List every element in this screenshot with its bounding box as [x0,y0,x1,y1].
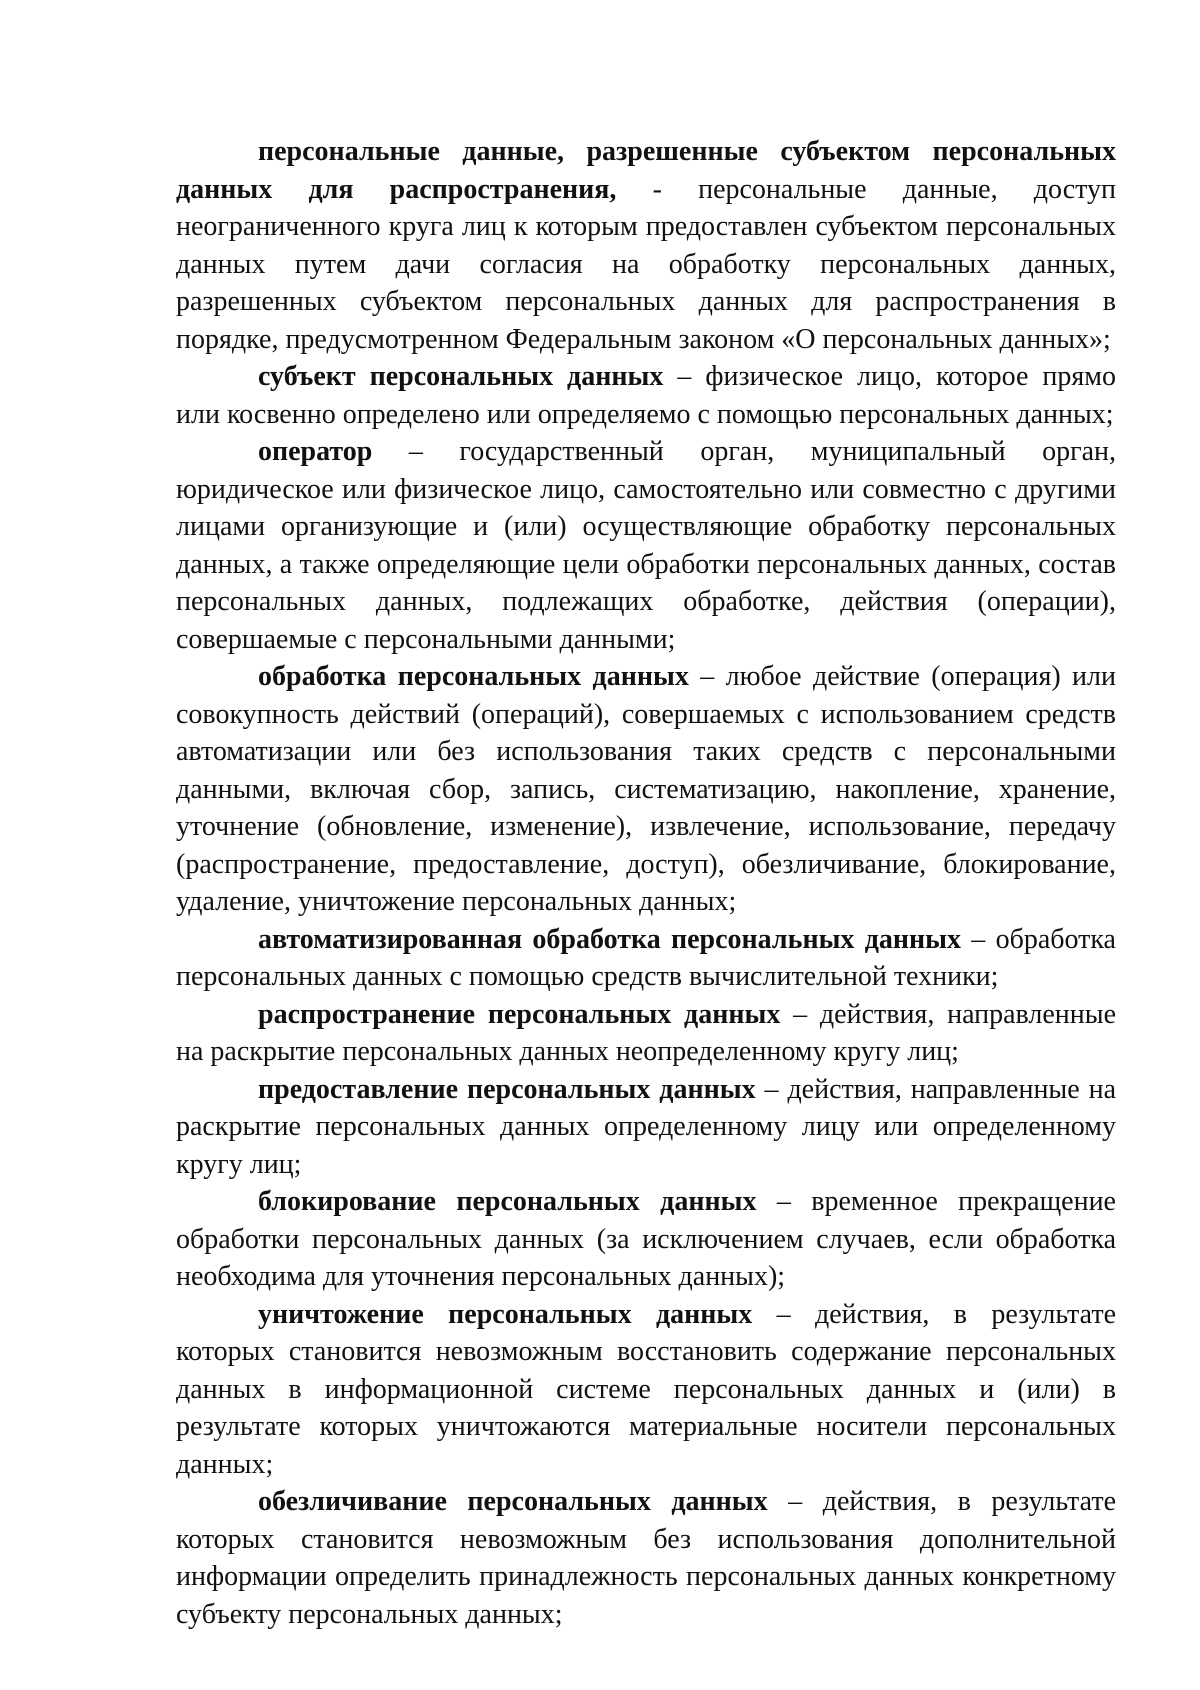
definition-paragraph-data-subject [176,358,1116,433]
term-label: предоставление персональных данных [258,1073,756,1105]
definition-text: – действия, в результате которых становится невозможным восстановить содержание персональных данных в информационной системе персональных данных и (или) в результате которых уничтожаются материальные носители персональных данных; [176,1298,1116,1480]
term-label: обезличивание персональных данных [258,1486,768,1517]
term-label: уничтожение персональных данных [258,1298,753,1330]
definition-text: - персональные данные, доступ неограниченного круга лиц к которым предоставлен субъектом персональных данных путем дачи согласия на обработку персональных данных, разрешенных субъектом персональных данных для распространения в порядке, предусмотренном Федеральным законом «О персональных данных»; [176,173,1116,355]
term-label: оператор [258,436,373,467]
definition-text: – любое действие (операция) или совокупность действий (операций), совершаемых с использованием средств автоматизации или без использования таких средств с персональными данными, включая сбор, запись, систематизацию, накопление, хранение, уточнение (обновление, изменение), извлечение, использование, передачу (распространение, предоставление, доступ), обезличивание, блокирование, удаление, уничтожение персональных данных; [176,661,1116,917]
definition-text: – действия, в результате которых становится невозможным без использования дополнительной информации определить принадлежность персональных данных конкретному субъекту персональных данных; [176,1486,1116,1630]
definition-text: – физическое лицо, которое прямо или косвенно определено или определяемо с помощью персональных данных; [176,361,1116,430]
definition-text: – обработка персональных данных с помощью средств вычислительной техники; [176,923,1116,992]
definition-paragraph-blocking [176,1183,1116,1296]
definition-text: – действия, направленные на раскрытие персональных данных определенному лицу или определенному кругу лиц; [176,1073,1116,1180]
term-label: распространение персональных данных [258,998,781,1030]
definition-paragraph-destruction [176,1296,1116,1484]
definition-text: – временное прекращение обработки персональных данных (за исключением случаев, если обработка необходима для уточнения персональных данных); [176,1186,1116,1292]
term-label: субъект персональных данных [258,361,664,392]
definition-paragraph-processing [176,658,1116,921]
definition-paragraph-dissemination [176,996,1116,1071]
definition-text: – государственный орган, муниципальный орган, юридическое или физическое лицо, самостоятельно или совместно с другими лицами организующие и (или) осуществляющие обработку персональных данных, а также определяющие цели обработки персональных данных, состав персональных данных, подлежащих обработке, действия (операции), совершаемые с персональными данными; [176,436,1116,655]
term-label: автоматизированная обработка персональных данных [258,923,962,955]
definition-paragraph-provision [176,1071,1116,1184]
definition-text: – действия, направленные на раскрытие персональных данных неопределенному кругу лиц; [176,998,1117,1067]
definition-paragraph-depersonalization [176,1483,1116,1633]
term-label: обработка персональных данных [258,661,689,692]
definition-paragraph-automated-processing [176,921,1116,996]
definitions-text [176,133,1116,1633]
term-label: блокирование персональных данных [258,1186,757,1217]
term-label: персональные данные, разрешенные субъектом персональных данных для распространения, [176,136,1116,205]
definition-paragraph-public-personal-data [176,133,1116,358]
definition-paragraph-operator [176,433,1116,658]
